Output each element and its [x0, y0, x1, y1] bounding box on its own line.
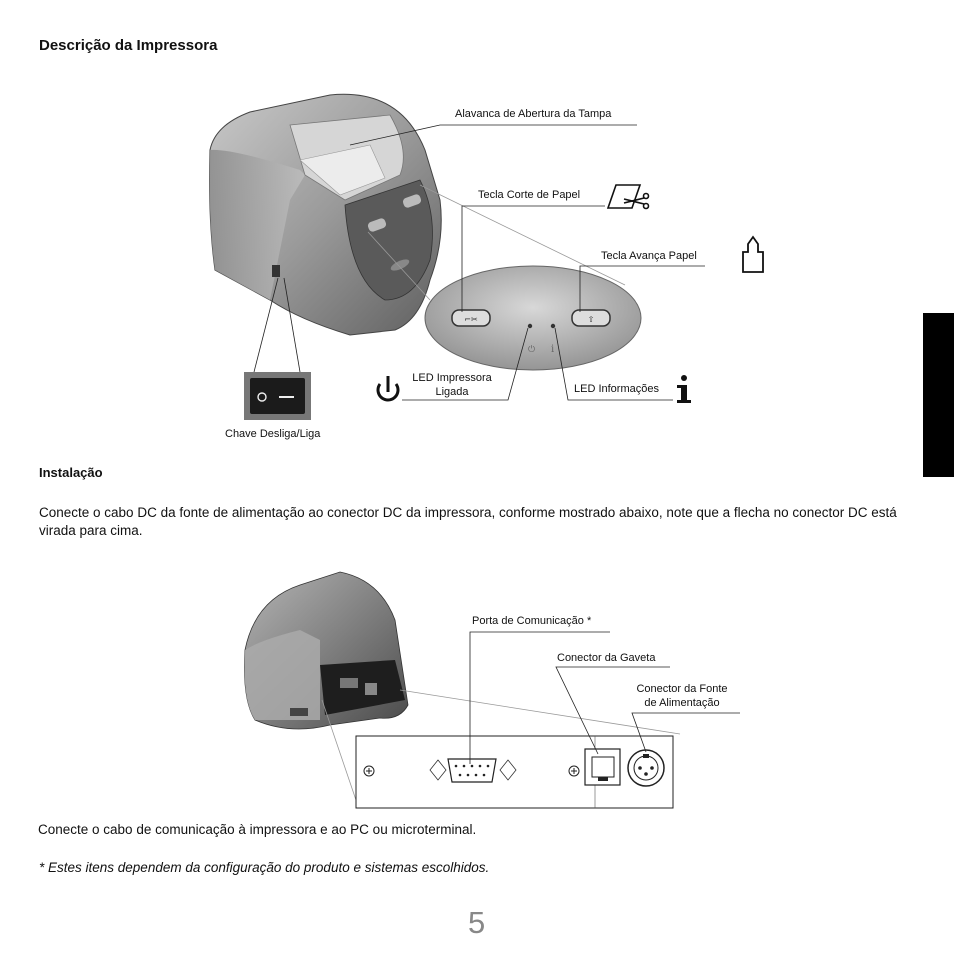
printer-rear-photo [244, 572, 408, 729]
power-icon [378, 376, 398, 400]
rear-panel-zoom [356, 736, 673, 808]
page-number: 5 [468, 905, 486, 940]
label-power-connector [624, 682, 740, 710]
info-icon [677, 375, 691, 403]
paragraph-comm: Conecte o cabo de comunicação à impressora e ao PC ou microterminal. [38, 822, 477, 837]
label-drawer-connector: Conector da Gaveta [557, 652, 656, 664]
section-tab [923, 313, 954, 477]
page-title: Descrição da Impressora [39, 37, 218, 54]
label-power-connector-line1: Conector da Fonte [636, 683, 728, 695]
paper-cut-icon [608, 185, 649, 209]
label-led-info: LED Informações [574, 383, 659, 395]
label-comm-port: Porta de Comunicação * [472, 615, 592, 627]
svg-text:⇧: ⇧ [587, 315, 595, 324]
label-lid-lever: Alavanca de Abertura da Tampa [455, 108, 612, 120]
led-power [528, 324, 532, 328]
label-led-power-line1: LED Impressora [412, 372, 492, 384]
label-paper-feed-key: Tecla Avança Papel [601, 250, 697, 262]
drawer-connector-rj [585, 749, 620, 785]
label-power-switch: Chave Desliga/Liga [225, 428, 321, 440]
svg-text:⌐✂: ⌐✂ [464, 315, 478, 324]
section-heading-install: Instalação [39, 465, 103, 480]
led-info [551, 324, 555, 328]
svg-text:i: i [551, 344, 555, 355]
label-led-power-line2: Ligada [435, 386, 469, 398]
svg-text:⏻: ⏻ [528, 345, 536, 355]
label-power-connector-line2: de Alimentação [644, 697, 720, 709]
footnote: * Estes itens dependem da configuração do produto e sistemas escolhidos. [39, 860, 490, 875]
paragraph-dc: Conecte o cabo DC da fonte de alimentação ao conector DC da impressora, conforme mostrado abaixo, note que a flecha no conector DC está virada para cima. [39, 505, 897, 538]
control-panel-zoom [425, 266, 641, 370]
power-switch-inset [244, 372, 311, 420]
label-led-power [409, 371, 495, 399]
printer-photo [210, 94, 442, 335]
paper-feed-icon [743, 237, 763, 272]
label-paper-cut-key: Tecla Corte de Papel [478, 189, 581, 201]
